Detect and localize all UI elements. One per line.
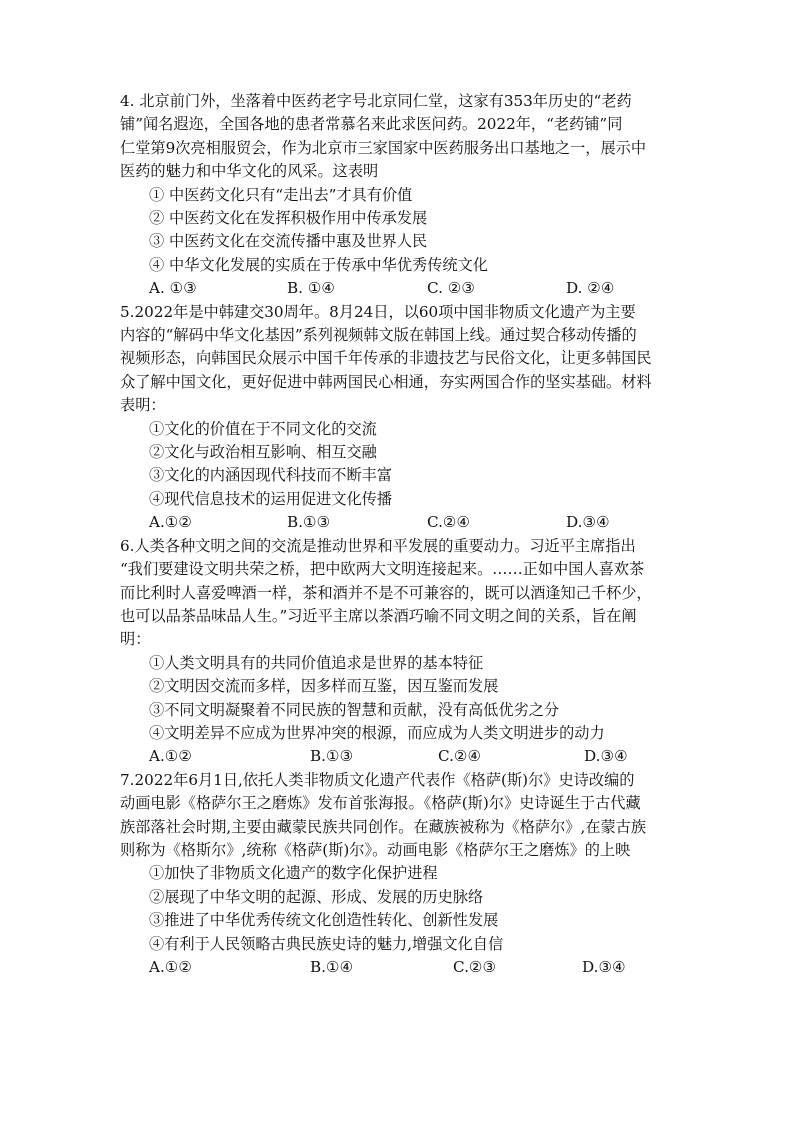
stem-line: 则称为《格斯尔》,统称《格萨(斯)尔》。动画电影《格萨尔王之磨炼》的上映 xyxy=(120,840,631,859)
statement-option: ①文化的价值在于不同文化的交流 xyxy=(149,419,377,438)
question-stem xyxy=(120,769,680,863)
statement-option: ②文化与政治相互影响、相互交融 xyxy=(149,443,377,462)
choice-c: C.②③ xyxy=(453,957,497,976)
statement-option: ③ 中医药文化在交流传播中惠及世界人民 xyxy=(149,232,428,251)
question-7 xyxy=(120,769,680,980)
statement-option: ④有利于人民领略古典民族史诗的魅力,增强文化自信 xyxy=(149,934,504,953)
stem-line: 明： xyxy=(120,630,151,649)
stem-line: 族部落社会时期,主要由藏蒙民族共同创作。在藏族被称为《格萨尔》,在蒙古族 xyxy=(120,817,647,836)
stem-line: 视频形态，向韩国民众展示中国千年传承的非遗技艺与民俗文化，让更多韩国民 xyxy=(120,349,652,368)
stem-line: 医药的魅力和中华文化的风采。这表明 xyxy=(120,162,379,181)
question-5 xyxy=(120,301,680,535)
choice-b: B.①④ xyxy=(310,957,354,976)
question-stem xyxy=(120,90,680,184)
stem-line: 而比利时人喜爱啤酒一样，茶和酒并不是不可兼容的，既可以酒逢知己千杯少， xyxy=(120,583,652,602)
choice-b: B.①③ xyxy=(287,513,331,532)
choice-a: A.①② xyxy=(149,513,193,532)
question-stem xyxy=(120,535,680,652)
choice-d: D. ②④ xyxy=(566,279,615,298)
statement-option: ④文明差异不应成为世界冲突的根源，而应成为人类文明进步的动力 xyxy=(149,723,605,742)
stem-line: 4. 北京前门外，坐落着中医药老字号北京同仁堂，这家有353年历史的“老药 xyxy=(120,92,632,110)
statement-option: ②文明因交流而多样，因多样而互鉴，因互鉴而发展 xyxy=(149,677,499,696)
statement-option: ①加快了非物质文化遗产的数字化保护进程 xyxy=(149,864,438,883)
statement-option: ③不同文明凝聚着不同民族的智慧和贡献，没有高低优劣之分 xyxy=(149,700,560,719)
stem-line: 仁堂第9次亮相服贸会，作为北京市三家国家中医药服务出口基地之一，展示中 xyxy=(120,138,647,157)
choice-c: C.②④ xyxy=(438,747,482,766)
choice-c: C.②④ xyxy=(427,513,471,532)
stem-line: 动画电影《格萨尔王之磨炼》发布首张海报。《格萨(斯)尔》史诗诞生于古代藏 xyxy=(120,794,641,813)
statement-option: ④现代信息技术的运用促进文化传播 xyxy=(149,489,392,508)
statement-option: ① 中医药文化只有“走出去”才具有价值 xyxy=(149,185,413,204)
choice-a: A. ①③ xyxy=(149,279,197,298)
answer-choices xyxy=(120,956,680,979)
choice-a: A.①② xyxy=(149,957,193,976)
question-stem xyxy=(120,301,680,418)
stem-line: 5.2022年是中韩建交30周年。8月24日，以60项中国非物质文化遗产为主要 xyxy=(120,302,636,321)
statement-option: ①人类文明具有的共同价值追求是世界的基本特征 xyxy=(149,653,484,672)
stem-line: 表明： xyxy=(120,396,166,415)
statement-option: ③文化的内涵因现代科技而不断丰富 xyxy=(149,466,392,485)
exam-page xyxy=(120,90,680,979)
choice-c: C. ②③ xyxy=(427,279,475,298)
stem-line: “我们要建设文明共荣之桥，把中欧两大文明连接起来。……正如中国人喜欢茶 xyxy=(120,560,645,579)
answer-choices xyxy=(120,277,680,300)
answer-choices xyxy=(120,745,680,768)
statement-option: ②展现了中华文明的起源、形成、发展的历史脉络 xyxy=(149,887,484,906)
choice-b: B.①③ xyxy=(310,747,354,766)
question-6 xyxy=(120,535,680,769)
stem-line: 众了解中国文化，更好促进中韩两国民心相通，夯实两国合作的坚实基础。材料 xyxy=(120,372,652,391)
choice-d: D.③④ xyxy=(582,957,626,976)
stem-line: 也可以品茶品味品人生。”习近平主席以茶酒巧喻不同文明之间的关系，旨在阐 xyxy=(120,606,637,625)
answer-choices xyxy=(120,511,680,534)
stem-line: 内容的“解码中华文化基因”系列视频韩文版在韩国上线。通过契合移动传播的 xyxy=(120,326,637,345)
choice-d: D.③④ xyxy=(566,513,610,532)
stem-line: 6.人类各种文明之间的交流是推动世界和平发展的重要动力。习近平主席指出 xyxy=(120,536,636,555)
statement-option: ④ 中华文化发展的实质在于传承中华优秀传统文化 xyxy=(149,255,488,274)
choice-b: B. ①④ xyxy=(287,279,336,298)
choice-a: A.①② xyxy=(149,747,193,766)
stem-line: 铺”闻名遐迩，全国各地的患者常慕名来此求医问药。2022年，“老药铺”同 xyxy=(120,115,623,134)
statement-option: ② 中医药文化在发挥积极作用中传承发展 xyxy=(149,209,428,228)
statement-option: ③推进了中华优秀传统文化创造性转化、创新性发展 xyxy=(149,911,499,930)
question-4 xyxy=(120,90,680,301)
stem-line: 7.2022年6月1日,依托人类非物质文化遗产代表作《格萨(斯)尔》史诗改编的 xyxy=(120,770,635,789)
choice-d: D.③④ xyxy=(584,747,628,766)
